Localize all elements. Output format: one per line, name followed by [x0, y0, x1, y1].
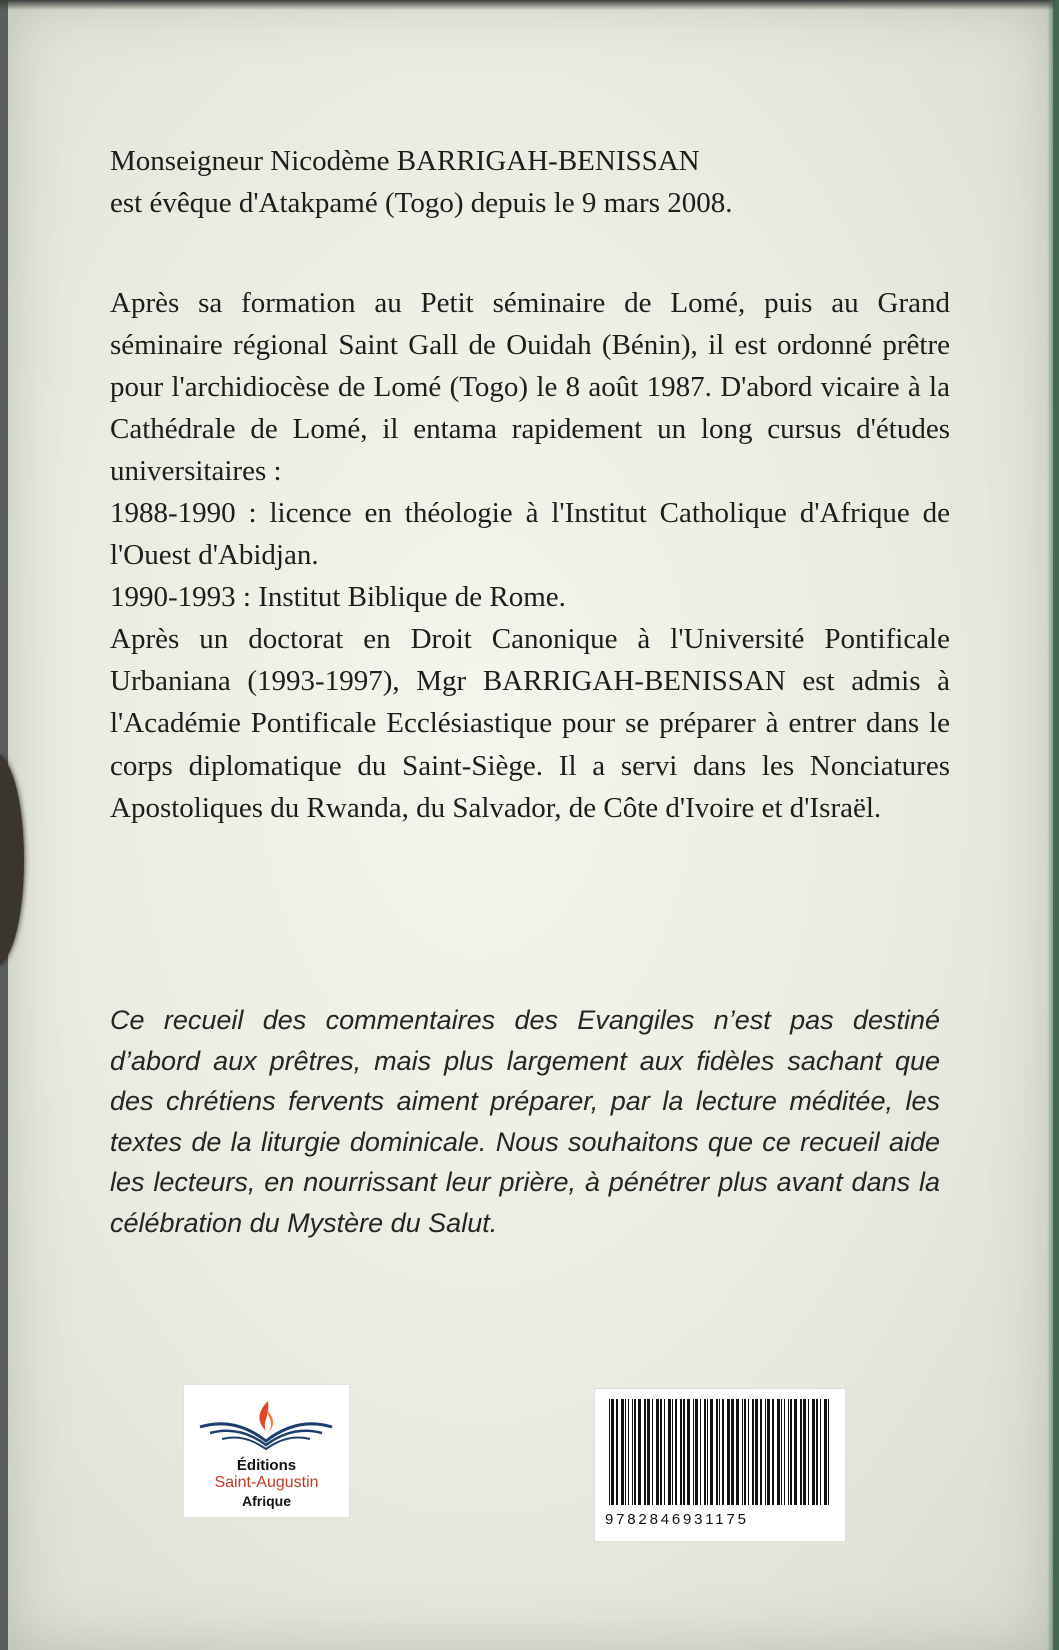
- barcode-bar: [816, 1399, 818, 1505]
- isbn-barcode: [594, 1388, 846, 1542]
- barcode-bar: [638, 1399, 641, 1505]
- barcode-bar: [687, 1399, 690, 1505]
- barcode-bar: [652, 1399, 653, 1505]
- barcode-bar: [731, 1399, 734, 1505]
- barcode-bar: [781, 1399, 782, 1505]
- barcode-bar: [668, 1399, 671, 1505]
- barcode-bar: [755, 1399, 758, 1505]
- barcode-bar: [625, 1399, 626, 1505]
- barcode-bar: [803, 1399, 806, 1505]
- book-flame-logo-icon: [196, 1397, 336, 1455]
- barcode-bar: [800, 1399, 802, 1505]
- barcode-bar: [695, 1399, 698, 1505]
- barcode-bar: [611, 1399, 614, 1505]
- barcode-bar: [772, 1399, 774, 1505]
- top-edge-shadow: [0, 0, 1059, 10]
- barcode-bar: [794, 1399, 797, 1505]
- barcode-bar: [790, 1399, 792, 1505]
- barcode-bar: [621, 1399, 624, 1505]
- barcode-bar: [727, 1399, 730, 1505]
- barcode-bar: [716, 1399, 718, 1505]
- barcode-bar: [824, 1399, 827, 1505]
- right-edge: [1047, 0, 1059, 1650]
- barcode-bar: [748, 1399, 749, 1505]
- barcode-bar: [760, 1399, 762, 1505]
- barcode-bar: [634, 1399, 636, 1505]
- author-role: est évêque d'Atakpamé (Togo) depuis le 9 mars 2008.: [110, 187, 733, 220]
- barcode-bar: [628, 1399, 629, 1505]
- barcode-bar: [680, 1399, 682, 1505]
- bio-paragraph-3: 1990-1993 : Institut Biblique de Rome.: [110, 581, 566, 614]
- barcode-bar: [704, 1399, 706, 1505]
- bio-paragraph-2: 1988-1990 : licence en théologie à l'Institut Catholique d'Afrique de l'Ouest d'Abidjan.: [110, 497, 950, 572]
- barcode-bar: [742, 1399, 743, 1505]
- barcode-bar: [808, 1399, 809, 1505]
- book-blurb: Ce recueil des commentaires des Evangiles n’est pas destiné d’abord aux prêtres, mais plus largement aux fidèles sachant que des chrétiens fervents aiment préparer, par la lecture méditée, les textes de la liturgie dominicale. Nous souhaitons que ce recueil aide les lecteurs, en nourrissant leur prière, à pénétrer plus avant dans la célébration du Mystère du Salut.: [110, 1005, 940, 1238]
- publisher-line-2: Saint-Augustin: [214, 1474, 319, 1491]
- barcode-bar: [736, 1399, 739, 1505]
- barcode-bar: [700, 1399, 701, 1505]
- barcode-bar: [656, 1399, 659, 1505]
- barcode-number: 9782846931175: [605, 1511, 749, 1528]
- barcode-bar: [707, 1399, 708, 1505]
- barcode-bar: [820, 1399, 821, 1505]
- barcode-bar: [616, 1399, 618, 1505]
- bio-paragraph-4: Après un doctorat en Droit Canonique à l'Université Pontificale Urbaniana (1993-1997), Mgr BARRIGAH-BENISSAN est admis à l'Académie Pontificale Ecclésiastique pour se préparer à entrer dans le corps diplomatique du Saint-Siège. Il a servi dans les Nonciatures Apostoliques du Rwanda, du Salvador, de Côte d'Ivoire et d'Israël.: [110, 623, 950, 824]
- barcode-bar: [693, 1399, 694, 1505]
- publisher-line-3: Afrique: [242, 1493, 291, 1509]
- barcode-bar: [672, 1399, 673, 1505]
- publisher-logo: [183, 1384, 350, 1518]
- barcode-bar: [719, 1399, 720, 1505]
- barcode-bar: [722, 1399, 724, 1505]
- barcode-bar: [767, 1399, 770, 1505]
- barcode-bar: [788, 1399, 789, 1505]
- barcode-bar: [777, 1399, 780, 1505]
- barcode-bar: [752, 1399, 754, 1505]
- barcode-bar: [664, 1399, 665, 1505]
- barcode-bar: [660, 1399, 662, 1505]
- barcode-bar: [644, 1399, 646, 1505]
- publisher-line-1: Éditions: [236, 1457, 297, 1474]
- barcode-bar: [675, 1399, 677, 1505]
- barcode-bar: [784, 1399, 785, 1505]
- barcode-bar: [609, 1399, 610, 1505]
- barcode-bar: [765, 1399, 766, 1505]
- barcode-bar: [812, 1399, 815, 1505]
- biography: [110, 282, 950, 829]
- barcode-bar: [647, 1399, 650, 1505]
- barcode-bar: [710, 1399, 713, 1505]
- barcode-bar: [632, 1399, 633, 1505]
- author-block: [110, 140, 930, 224]
- barcode-icon: [607, 1399, 833, 1507]
- barcode-bar: [683, 1399, 685, 1505]
- barcode-bar: [828, 1399, 829, 1505]
- binding-hole: [0, 755, 24, 965]
- author-name: Monseigneur Nicodème BARRIGAH-BENISSAN: [110, 145, 700, 177]
- bio-paragraph-1: Après sa formation au Petit séminaire de Lomé, puis au Grand séminaire régional Saint Gall de Ouidah (Bénin), il est ordonné prêtre pour l'archidiocèse de Lomé (Togo) le 8 août 1987. D'abord vicaire à la Cathédrale de Lomé, il entama rapidement un long cursus d'études universitaires :: [110, 287, 950, 488]
- barcode-bar: [744, 1399, 746, 1505]
